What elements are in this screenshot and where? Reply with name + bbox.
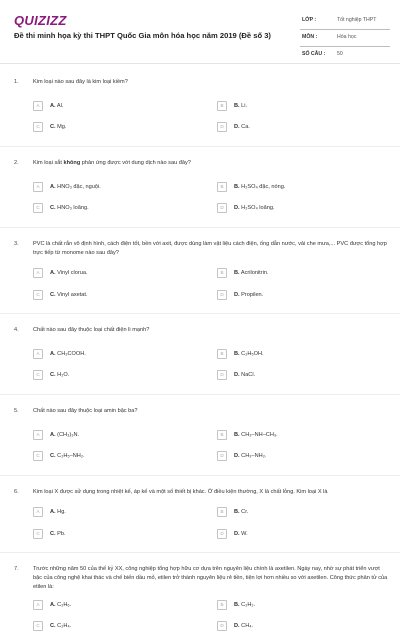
worksheet-header bbox=[0, 0, 400, 62]
option-letter-box: B bbox=[217, 600, 227, 610]
option-label: A. Hg. bbox=[50, 508, 66, 515]
option-label: B. Cr. bbox=[234, 508, 249, 515]
option-label: A. HNO₃ đặc, nguội. bbox=[50, 183, 101, 190]
option-b[interactable] bbox=[217, 507, 357, 518]
question-list bbox=[0, 76, 400, 636]
option-letter-box: D bbox=[217, 290, 227, 300]
question-number: 1. bbox=[14, 79, 19, 85]
option-letter-box: B bbox=[217, 507, 227, 517]
option-label: A. Al. bbox=[50, 102, 64, 109]
question-divider bbox=[0, 227, 400, 228]
option-grid bbox=[33, 497, 378, 547]
option-a[interactable] bbox=[33, 349, 173, 360]
question-5 bbox=[0, 405, 400, 476]
option-c[interactable] bbox=[33, 370, 173, 381]
option-label: B. Acrilonitrin. bbox=[234, 269, 269, 276]
exam-title: Đề thi minh họa kỳ thi THPT Quốc Gia môn hóa học năm 2019 (Đề số 3) bbox=[14, 31, 271, 40]
option-c[interactable] bbox=[33, 529, 173, 540]
option-label: D. Ca. bbox=[234, 123, 250, 130]
question-6 bbox=[0, 486, 400, 553]
option-d[interactable] bbox=[217, 451, 357, 462]
option-d[interactable] bbox=[217, 122, 357, 133]
option-d[interactable] bbox=[217, 370, 357, 381]
option-label: C. C₂H₅–NH₂. bbox=[50, 452, 85, 459]
option-b[interactable] bbox=[217, 182, 357, 193]
option-letter-box: A bbox=[33, 349, 43, 359]
meta-value: Hóa học bbox=[337, 34, 357, 40]
option-a[interactable] bbox=[33, 507, 173, 518]
option-grid bbox=[33, 416, 378, 470]
option-d[interactable] bbox=[217, 529, 357, 540]
option-letter-box: B bbox=[217, 182, 227, 192]
option-label: D. NaCl. bbox=[234, 371, 256, 378]
meta-value: Tốt nghiệp THPT bbox=[337, 17, 377, 23]
option-grid bbox=[33, 168, 378, 222]
option-a[interactable] bbox=[33, 182, 173, 193]
question-divider bbox=[0, 146, 400, 147]
question-text: Chất nào sau đây thuộc loại chất điện li mạnh? bbox=[33, 327, 150, 333]
question-divider bbox=[0, 394, 400, 395]
option-letter-box: D bbox=[217, 529, 227, 539]
option-label: D. CH₄. bbox=[234, 622, 254, 629]
option-b[interactable] bbox=[217, 268, 357, 279]
question-divider bbox=[0, 475, 400, 476]
option-letter-box: D bbox=[217, 370, 227, 380]
meta-row-count bbox=[300, 47, 390, 64]
option-a[interactable] bbox=[33, 101, 173, 112]
option-letter-box: A bbox=[33, 430, 43, 440]
option-b[interactable] bbox=[217, 101, 357, 112]
option-letter-box: A bbox=[33, 507, 43, 517]
option-letter-box: D bbox=[217, 122, 227, 132]
option-label: B. Li. bbox=[234, 102, 248, 109]
option-grid bbox=[33, 258, 378, 308]
question-number: 6. bbox=[14, 489, 19, 495]
question-number: 4. bbox=[14, 327, 19, 333]
option-label: A. C₂H₆. bbox=[50, 601, 72, 608]
option-label: A. (CH₃)₃N. bbox=[50, 431, 80, 438]
option-label: A. CH₃COOH. bbox=[50, 350, 86, 357]
question-number: 5. bbox=[14, 408, 19, 414]
option-d[interactable] bbox=[217, 290, 357, 301]
question-divider bbox=[0, 313, 400, 314]
meta-value: 50 bbox=[337, 51, 343, 57]
question-number: 7. bbox=[14, 566, 19, 572]
option-a[interactable] bbox=[33, 430, 173, 441]
option-letter-box: A bbox=[33, 600, 43, 610]
option-letter-box: B bbox=[217, 349, 227, 359]
option-label: B. C₂H₂. bbox=[234, 601, 256, 608]
question-divider bbox=[0, 552, 400, 553]
option-c[interactable] bbox=[33, 451, 173, 462]
quizizz-logo: QUIZIZZ bbox=[14, 13, 67, 28]
option-grid bbox=[33, 87, 378, 141]
question-1 bbox=[0, 76, 400, 147]
option-a[interactable] bbox=[33, 268, 173, 279]
option-letter-box: C bbox=[33, 370, 43, 380]
option-c[interactable] bbox=[33, 122, 173, 133]
header-divider bbox=[0, 63, 400, 64]
option-label: D. CH₃–NH₂. bbox=[234, 452, 267, 459]
question-text: Kim loại X được sử dụng trong nhiệt kế, áp kế và một số thiết bị khác. Ở điều kiện thường, X là chất lỏng. Kim loại X là bbox=[33, 489, 328, 495]
option-letter-box: B bbox=[217, 430, 227, 440]
meta-row-class bbox=[300, 13, 390, 30]
question-number: 3. bbox=[14, 241, 19, 247]
option-letter-box: C bbox=[33, 122, 43, 132]
option-label: B. C₂H₅OH. bbox=[234, 350, 264, 357]
option-label: C. Mg. bbox=[50, 123, 67, 130]
question-text: Chất nào sau đây thuộc loại amin bậc ba? bbox=[33, 408, 138, 414]
option-letter-box: D bbox=[217, 621, 227, 631]
option-b[interactable] bbox=[217, 430, 357, 441]
option-label: C. HNO₃ loãng. bbox=[50, 204, 89, 211]
option-c[interactable] bbox=[33, 290, 173, 301]
option-letter-box: D bbox=[217, 451, 227, 461]
option-letter-box: B bbox=[217, 268, 227, 278]
meta-key: LỚP : bbox=[302, 17, 317, 23]
option-b[interactable] bbox=[217, 349, 357, 360]
option-c[interactable] bbox=[33, 203, 173, 214]
option-label: A. Vinyl clorua. bbox=[50, 269, 88, 276]
option-label: B. CH₃–NH–CH₃. bbox=[234, 431, 278, 438]
option-letter-box: C bbox=[33, 621, 43, 631]
option-grid bbox=[33, 335, 378, 389]
option-d[interactable] bbox=[217, 203, 357, 214]
option-label: D. W. bbox=[234, 530, 248, 537]
question-number: 2. bbox=[14, 160, 19, 166]
question-text: PVC là chất rắn vô định hình, cách điện tốt, bền với axit, được dùng làm vật liệu cách điện, ống dẫn nước, vải che mưa,... PVC được tổng hợp trực tiếp từ monome nào sau đây? bbox=[33, 241, 387, 256]
question-4 bbox=[0, 324, 400, 395]
question-2 bbox=[0, 157, 400, 228]
option-c[interactable] bbox=[33, 621, 173, 632]
option-a[interactable] bbox=[33, 600, 173, 611]
option-letter-box: C bbox=[33, 529, 43, 539]
meta-row-subject bbox=[300, 30, 390, 47]
question-text: Trước những năm 50 của thế kỷ XX, công nghiệp tổng hợp hữu cơ dựa trên nguyên liệu chính là axetilen. Ngày nay, nhờ sự phát triển vượt bậc của công nghệ khai thác và chế biến dầu mỏ, etilen trở thành nguyên liệu rẻ tiền, tiện lợi hơn nhiều so với axetilen. Công thức phân tử của etilen là: bbox=[33, 566, 388, 590]
question-text: Kim loại sắt không phản ứng được với dung dịch nào sau đây? bbox=[33, 160, 191, 166]
option-label: D. Propilen. bbox=[234, 291, 264, 298]
option-letter-box: C bbox=[33, 290, 43, 300]
option-label: C. C₂H₄. bbox=[50, 622, 72, 629]
option-label: C. Pb. bbox=[50, 530, 66, 537]
question-text: Kim loại nào sau đây là kim loại kiềm? bbox=[33, 79, 128, 85]
option-grid bbox=[33, 592, 378, 636]
option-letter-box: B bbox=[217, 101, 227, 111]
meta-key: SỐ CÂU : bbox=[302, 51, 326, 57]
question-3 bbox=[0, 238, 400, 314]
option-label: B. H₂SO₄ đặc, nóng. bbox=[234, 183, 286, 190]
option-letter-box: A bbox=[33, 182, 43, 192]
option-letter-box: C bbox=[33, 451, 43, 461]
option-letter-box: A bbox=[33, 101, 43, 111]
option-d[interactable] bbox=[217, 621, 357, 632]
option-letter-box: D bbox=[217, 203, 227, 213]
option-letter-box: A bbox=[33, 268, 43, 278]
option-label: C. H₂O. bbox=[50, 371, 70, 378]
meta-key: MÔN : bbox=[302, 34, 318, 40]
option-label: C. Vinyl axetat. bbox=[50, 291, 88, 298]
option-letter-box: C bbox=[33, 203, 43, 213]
meta-table bbox=[300, 13, 390, 64]
option-label: D. H₂SO₄ loãng. bbox=[234, 204, 275, 211]
option-b[interactable] bbox=[217, 600, 357, 611]
